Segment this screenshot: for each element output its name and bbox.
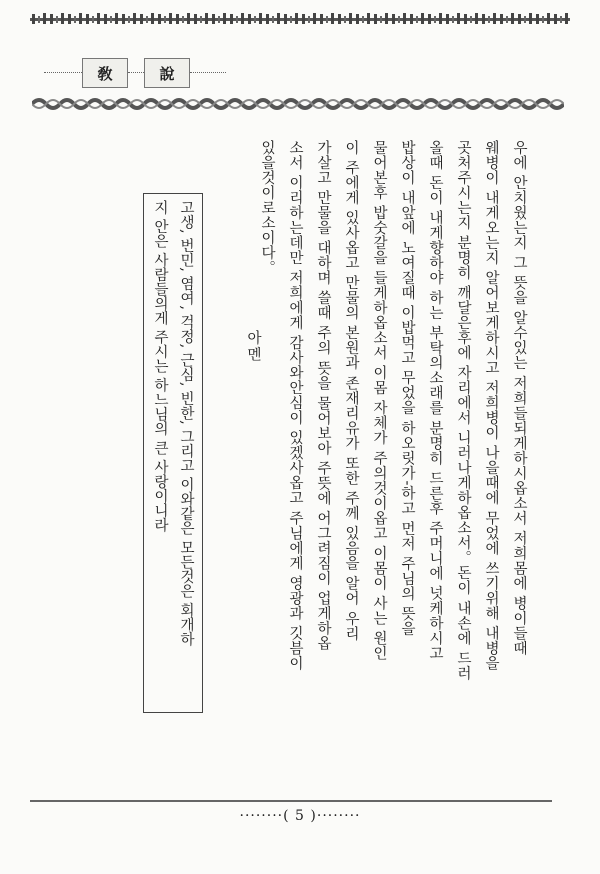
body-text-column-8: 가살고 만물을 대하며 쓸때 주의 뜻을 물어보아 주뜻에 어그려짐이 업게하옵 bbox=[315, 140, 331, 651]
header-title-char-1: 敎 bbox=[97, 64, 113, 83]
top-ornamental-border bbox=[30, 12, 570, 26]
header-dotted-line-right bbox=[190, 72, 226, 73]
footer-dots-right: )········ bbox=[310, 808, 361, 824]
body-text-column-9: 소서 이리하는데만 저희에게 감사와안심이 있겠사옵고 주님에게 영광과 깃븜이 bbox=[287, 140, 303, 671]
bottom-rule bbox=[30, 800, 552, 802]
note-text-column-1: 고생, 번민, 염여, 걱정, 근심, 빈한, 그리고 이와같은 모든것은 회개하 bbox=[178, 200, 194, 647]
header-title-box-left bbox=[82, 58, 128, 88]
amen-text: 아멘 bbox=[245, 330, 261, 363]
body-text-column-3: 곳처주시는지 분명히 깨달은후에 자리에서 니러나게하옵소서。돈이 내손에 드러 bbox=[455, 140, 471, 681]
footer-dots-left: ········( bbox=[239, 808, 290, 824]
body-text-column-1: 우에 안치웠는지 그 뜻을 알수있는 저희들되게하시옵소서 저희몸에 병이들때 bbox=[511, 140, 527, 656]
body-text-column-6: 물어본후 밥숫갈을 들게하옵소서 이몸 자체가 주의것이옵고 이몸이 사는 원인 bbox=[371, 140, 387, 661]
body-text-column-7: 이 주에게 있사옵고 만물의 본원과 존재리유가 또한 주께 있음을 알어 우리 bbox=[343, 140, 359, 642]
body-text-column-4: 올때 돈이 내게향하야 하는 부탁의소래를 분명히 드른후 주머니에 넛케하시고 bbox=[427, 140, 443, 661]
body-text-column-5: 밥상이 내앞에 노여질때 이밥먹고 무었을 하오릿가-하고 먼저 주님의 뜻을 bbox=[399, 140, 415, 637]
wavy-divider bbox=[32, 92, 564, 116]
header-title-char-2: 說 bbox=[159, 64, 175, 83]
page-number: 5 bbox=[295, 808, 305, 824]
page-footer bbox=[0, 808, 600, 824]
header-dotted-line-left bbox=[44, 72, 82, 73]
note-text-column-2: 지 안은 사람들의게 주시는 하느님의 큰 사랑이니라 bbox=[152, 200, 168, 533]
header-title-box-right bbox=[144, 58, 190, 88]
header-dotted-line-middle bbox=[128, 72, 144, 73]
body-text-column-10: 있을것이로소이다。 bbox=[259, 140, 275, 275]
body-text-column-2: 웨병이 내게오는지 알어보게하시고 저희병이 나을때에 무었에 쓰기위해 내병을 bbox=[483, 140, 499, 671]
